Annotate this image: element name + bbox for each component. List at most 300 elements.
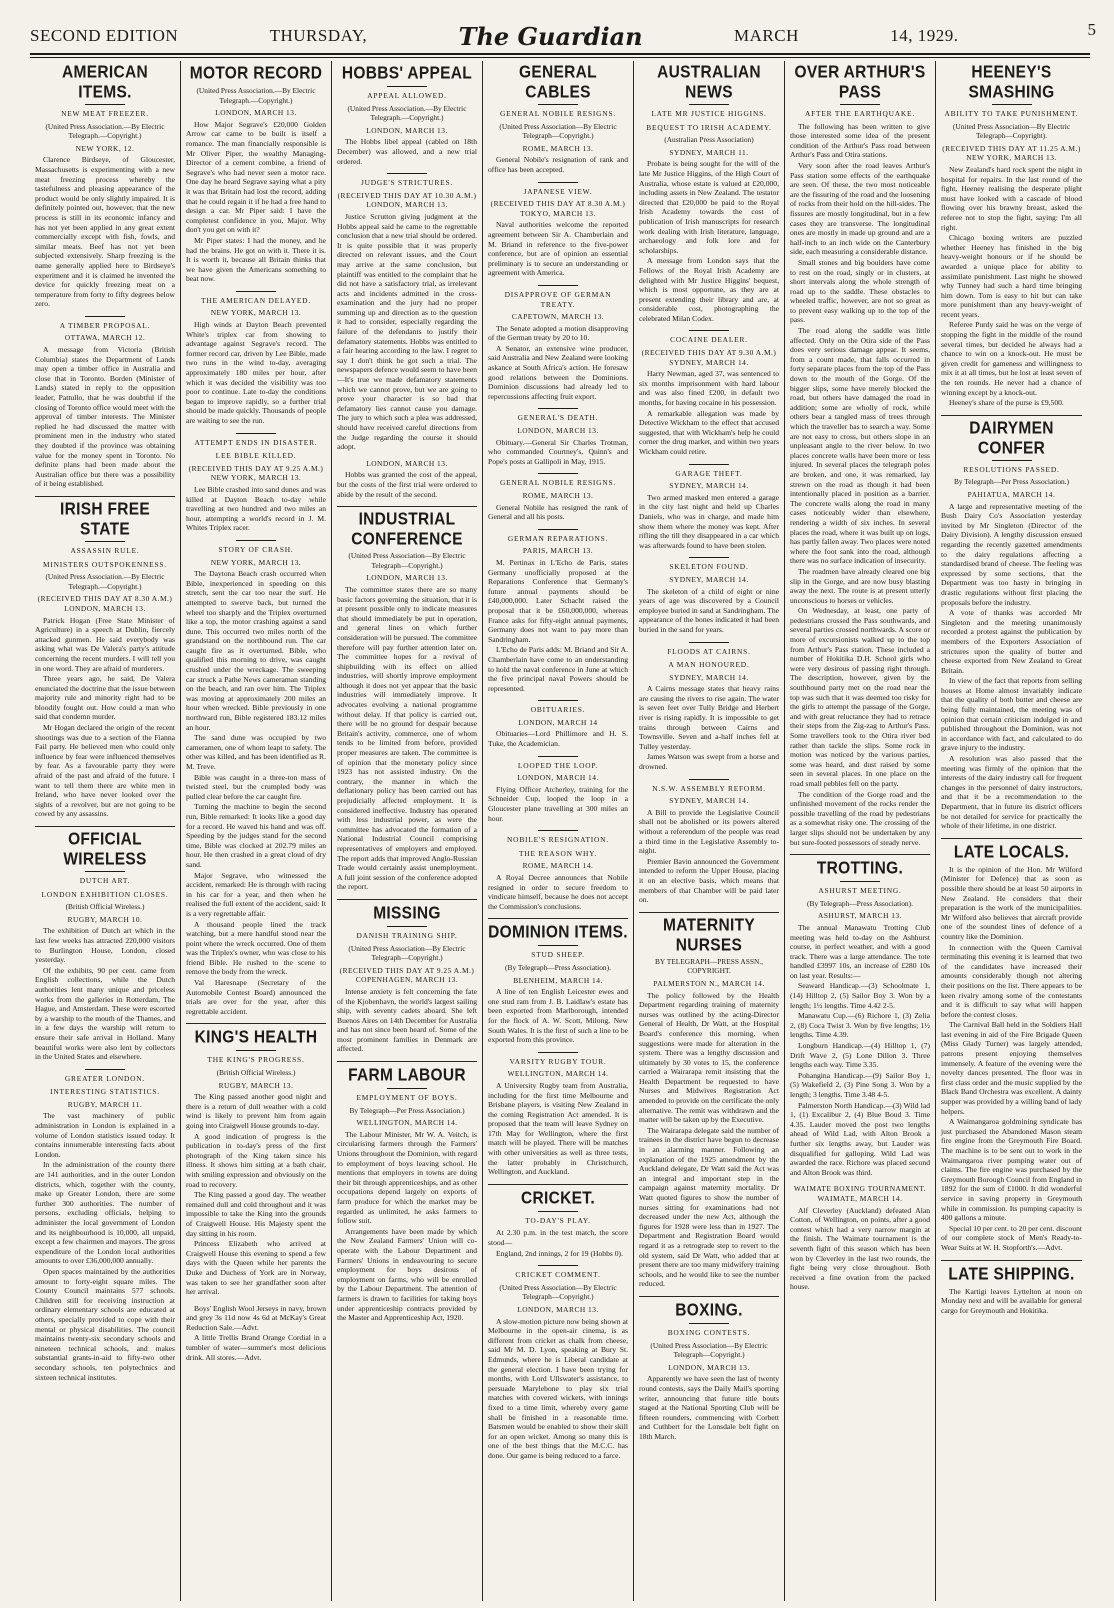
article-paragraph: England, 2nd innings, 2 for 19 (Hobbs 0). (496, 1248, 623, 1258)
article-headline: TROTTING. (816, 859, 904, 879)
article-credit: (British Official Wireless.) (216, 1068, 296, 1078)
article (337, 1061, 477, 1323)
article-divider (488, 1184, 628, 1185)
subhead-rule (538, 1211, 578, 1212)
article-paragraph: Alf Cleverley (Auckland) defeated Alan Cotton, of Wellington, on points, after a good contest which had a very narrow margin at the finish. The Waimate tournament is the seventh fight of this season which has been won by Cleverley in the last two rounds, the fight being very close throughout. Both received a fine ovation from the packed house. (790, 1205, 930, 1292)
article-subhead-secondary: THE REASON WHY. (518, 848, 598, 858)
article-headline: CRICKET. (521, 1188, 595, 1208)
article-paragraph: The Kartigi leaves Lyttelton at noon on Monday next and will be available for general cargo for Greymouth and Hokitika. (941, 1286, 1082, 1315)
article (186, 291, 326, 426)
article (337, 173, 477, 452)
subhead-rule (387, 1088, 427, 1089)
article-paragraph: The Daytona Beach crash occurred when Bible, inexperienced in speeding on this stretch, sent the car too near the surf. He attempted to swerve back, but turned the wheel too sharply and the Triplex overturned like a top, the motor crashing against a sand dune. This occurred two miles north of the grandstand on the northbound run. The car caught fire as it overturned. Bible, who qualified this morning to drive, was caught crushed under the wreckage. The sweeping car struck a Pathe News cameraman standing on the beach, and ran over him. The Triplex was moving at approximately 200 miles an hour when wrecked. Bible previously in one northward run, Bible registered 183.12 miles an hour. (186, 569, 326, 732)
article (488, 918, 628, 1044)
date-label: 14, 1929. (890, 26, 959, 45)
article-paragraph: The annual Manawatu Trotting Club meeting was held to-day on the Ashhurst course, in perfect weather, and with a good track. There was a large attendance. The tote handled £3997 10s, an increase of £280 10s on last year. Results:— (790, 922, 930, 980)
article-paragraph: A thousand people lined the track watching, but a mere handful stood near the point where the wreck occurred. One of them was the Triplex's owner, who was close to his friend Bible. He rushed to the scene to remove the body from the wreck. (186, 919, 326, 977)
article-subhead: GARAGE THEFT. (675, 468, 743, 478)
article-dateline: LONDON, MARCH 13. (366, 573, 448, 583)
article-paragraph: L'Echo de Paris adds: M. Briand and Sir A. Chamberlain have come to an understanding to hold the naval conference in June at which the five principal naval Powers should be represented. (488, 645, 628, 693)
article-paragraph: The roadmen have already cleared one big slip in the Gorge, and are now busy blasting away the next. The route is at present utterly unconscious to horses or vehicles. (790, 566, 930, 605)
article-dateline: ASHURST, MARCH 13. (817, 911, 902, 921)
article-paragraph: Naval authorities welcome the reported agreement between Sir A. Chamberlain and M. Briand in reference to the five-power conference, but are of opinion an essential preliminary is to secure an understanding or agreement with America. (488, 220, 628, 278)
article-divider (639, 912, 779, 913)
article-paragraph: Longburn Handicap.—(4) Hilltop 1, (7) Drift Wave 2, (5) Lone Dillon 3. Three lengths each way. Time 3.35. (790, 1041, 930, 1070)
article-dateline: LONDON, MARCH 13. (668, 1362, 750, 1372)
subhead-rule (689, 464, 729, 465)
article-dateline: (RECEIVED THIS DAY AT 11.25 A.M.) NEW YORK, MARCH 13. (942, 143, 1081, 163)
article (488, 408, 628, 466)
article (488, 1052, 628, 1177)
subhead-rule (538, 945, 578, 946)
article (639, 330, 779, 456)
article-paragraph: General Nobile's resignation of rank and office has been accepted. (488, 155, 628, 174)
article-credit: (Australian Press Association) (664, 135, 754, 145)
subhead-rule (689, 1323, 729, 1324)
article (35, 826, 175, 1062)
article-paragraph: Intense anxiety is felt concerning the fate of the Kjobenhavn, the world's largest sailing ship, with seventy cadets aboard. She left Buenos Aires on 14th December for Australia and has not since been heard of. Some of the most prominent families in Denmark are affected. (337, 986, 477, 1054)
article-paragraph: A slow-motion picture now being shown at Melbourne in the open-air cinema, is as different from cricket as chalk from cheese, said Mr M. D. Lyon, speaking at Bury St. Edmunds, where he is Liberal candidate at the general election. I have been trying for months, with Lord Ullswater's assistance, to persuade Marylebone to play six trial matches with covered wickets, with innings fixed to a time limit, whereby every game shall be finished in a reasonable time. Batsmen would be enabled to show their skill for an open wicket. Among so many this is one of the best things that the M.C.C. has done. Our game is being reduced to a farce. (488, 1316, 628, 1460)
subhead-rule (538, 1052, 578, 1053)
article-subhead: ABILITY TO TAKE PUNISHMENT. (944, 109, 1079, 118)
article-paragraph: James Watson was swept from a horse and drowned. (639, 752, 779, 772)
article-headline: AUSTRALIAN NEWS (657, 62, 761, 103)
article-divider (35, 826, 175, 827)
article-subhead: THE KING'S PROGRESS. (207, 1055, 305, 1065)
article-dateline: (RECEIVED THIS DAY AT 9.30 A.M.) SYDNEY, MARCH 14. (641, 348, 777, 367)
article-dateline: WELLINGTON, MARCH 14. (356, 1118, 458, 1128)
article-paragraph: Clarence Birdseye, of Gloucester, Massachusetts is experimenting with a new meat freezing process whereby the tastefulness and pleasing appearance of the product would be only slightly impaired. It is definitely pointed out, however, that the new process is still in its economic infancy and has not yet been applied in any great extent commercially except with fish, fowls, and similar meats. Beef has not yet been subjected extensively. Sharp freezing is the name generally applied here to Birdseye's experiment and it is claimed he invented the device for quickly freezing meat on a temperature from forty to fifty degrees below zero. (35, 155, 175, 309)
article-paragraph: Obituaries—Lord Phillimore and H. S. Tuke, the Academician. (488, 729, 628, 749)
article-subhead-secondary: INTERESTING STATISTICS. (50, 1087, 160, 1097)
article-subhead: ATTEMPT ENDS IN DISASTER. (194, 437, 318, 447)
article-paragraph: Pohangina Handicap.—(9) Sailor Boy 1, (5) Wakefield 2, (3) Pine Song 3. Won by a length; 3 lengths. Time 3.48 4-5. (790, 1070, 930, 1099)
article-subhead: GENERAL'S DEATH. (517, 413, 599, 423)
article-subhead: DUTCH ART. (79, 876, 131, 885)
article-subhead: STORY OF CRASH. (218, 544, 294, 554)
article-divider (35, 496, 175, 497)
article-paragraph: The road along the saddle was little affected. Only on the Otira side of the Pass does very serious damage appear. It seems, from a count made, that falls occurred in forty separate places from the top of the Pass down to the mouth of the Gorge. Of the bigger slips, some have merely blocked the road, but others have damaged the road in addition; some are wholly of rock, while others bear a tangled mass of trees through which the traveller has to search a way. Some are not easy to cross, but others slope in an unpleasant angle to the river below. In two places concrete walls have been more or less injured. In several places the telegraph poles are broken, and one, it was remarked, lay strewn on the road as though it had been intentionally placed in position as a barrier. The concrete walls along the road in many cases noticeably wider than elsewhere, rendering a width of six inches. In several places the road, where it was built up on logs, has partly fallen away. Two places were noted where the foot sank into the road, although there was no surface indication of insecurity. (790, 326, 930, 566)
article-paragraph: The sand dune was occupied by two cameramen, one of whom leapt to safety. The other was killed, and has been identified as R. M. Treve. (186, 733, 326, 771)
article-paragraph: A remarkable allegation was made by Detective Wickham to the effect that accused suggested, that with Wickham's help he could corner the drug market, and within two years Wickham could retire. (639, 408, 779, 456)
article-paragraph: Premier Bavin announced the Government intended to reform the Upper House, placing it on an elective basis, which means that members of that Chamber will be paid later on. (639, 856, 779, 905)
article (488, 285, 628, 402)
article-paragraph: A Senator, an extensive wine producer, said Australia and New Zealand were looking askance at South Africa's action. He foresaw good relations between the Dominions. Dominion discussions had already led to repercussions affecting fruit export. (488, 343, 628, 401)
article-subhead: EMPLOYMENT OF BOYS. (356, 1093, 458, 1103)
subhead-rule (538, 529, 578, 530)
article-dateline: BLENHEIM, MARCH 14. (513, 975, 603, 985)
article-dateline: PARIS, MARCH 13. (522, 546, 594, 556)
article-paragraph: A message from London says that the Fellows of the Royal Irish Academy are delighted with Mr Justice Higgins' bequest, which is most opportune, as they are at present extending their library and are, at considerable cost, photographing the celebrated Milan Codex. (639, 256, 779, 323)
article-dateline: OTTAWA, MARCH 12. (64, 333, 146, 343)
column-4 (483, 61, 634, 1601)
article-dateline: SYDNEY, MARCH 14. (669, 481, 749, 491)
article (639, 557, 779, 634)
article-headline: OFFICIAL WIRELESS (63, 829, 147, 870)
article-paragraph: Boys' English Wool Jerseys in navy, brown and grey 3s 11d now 4s 6d at McKay's Great Reduction Sale.—Advt. (186, 1303, 326, 1332)
article-paragraph: A large and representative meeting of the Bush Dairy Co's Association yesterday invited by Mr Singleton (Director of the Dairy Division). A lengthy discussion ensued regarding the recently gazetted amendments to the dairy regulations affecting a standardised brand of cheese. The feeling was expressed by some sections, that the Department was too hasty in bringing in drastic regulations without first placing the proposals before the industry. (941, 501, 1082, 607)
article-dateline: (RECEIVED THIS DAY AT 9.25 A.M.) COPENHAGEN, MARCH 13. (339, 965, 475, 985)
article-paragraph: A Cairns message states that heavy rains are causing the rivers to rise again. The water is seven feet over Tully Bridge and Herbert river is rising rapidly. It is impossible to get trains through between Cairns and Townsville. Seven and a-half inches fell at Tulley yesterday. (639, 684, 779, 751)
article (35, 316, 175, 489)
subhead-rule (387, 173, 427, 174)
article-paragraph: Manawatu Cup.—(6) Richore 1, (3) Zelia 2, (8) Coca Twist 3. Won by five lengths; 1½ lengths. Time 4.39. (790, 1011, 930, 1040)
article-paragraph: General Nobile has resigned the rank of General and all his posts. (488, 502, 628, 522)
article-paragraph: The Carnival Ball held in the Soldiers Hall last evening in aid of the Fire Brigade Queen (Miss Glady Turner) was largely attended, patrons present enjoying themselves immensely. A feature of the evening were the novelty dances presented. The floor was in first class order and the music supplied by the Black Band Orchestra was excellent. A dainty supper was provided by a willing band of lady helpers. (941, 1020, 1082, 1116)
subhead-rule (538, 285, 578, 286)
article-paragraph: The vast machinery of public administration in London is explained in a volume of London statistics issued today. It contains innumerable interesting facts about London. (35, 1111, 175, 1159)
article-headline: LATE LOCALS. (953, 842, 1070, 862)
article (488, 473, 628, 521)
article-paragraph: The skeleton of a child of eight or nine years of age was discovered by a Council employee buried in sand at Sandringham. The appearance of the bones indicated it had been buried in the sand for years. (639, 586, 779, 634)
article-headline: DAIRYMEN CONFER (969, 418, 1054, 458)
article-dateline: LONDON, MARCH 13. (366, 125, 448, 135)
article-headline: DOMINION ITEMS. (488, 923, 628, 943)
article-dateline: LONDON, MARCH 13. (366, 458, 448, 468)
article (941, 1260, 1082, 1316)
article-dateline: ROME, MARCH 14. (522, 861, 594, 871)
article-subhead: VARSITY RUGBY TOUR. (509, 1056, 607, 1066)
article-paragraph: Bible was caught in a three-ton mass of twisted steel, but the crumpled body was pulled clear before the car caught fire. (186, 772, 326, 801)
article-dateline: SYDNEY, MARCH 14. (669, 672, 749, 682)
article-subhead: JAPANESE VIEW. (523, 186, 593, 196)
article (941, 62, 1082, 408)
subhead-rule (689, 104, 729, 105)
article (35, 1069, 175, 1382)
article-credit: (United Press Association—By Electric Telegraph—Copyright.) (499, 121, 617, 141)
subhead-rule (992, 460, 1032, 461)
article-paragraph: A Royal Decree announces that Nobile resigned in order to secure freedom to vindicate himself, because he does not accept the Commission's conclusions. (488, 873, 628, 911)
article-subhead: LATE MR JUSTICE HIGGINS. (651, 109, 767, 118)
article-headline: MATERNITY NURSES (663, 915, 755, 955)
article (790, 854, 930, 1177)
page-number: 5 (1087, 20, 1096, 39)
article-paragraph: Major Segrave, who witnessed the accident, remarked: He is through with racing in his car for a year, and then when he realised the full extent of the accident, said: It is a very regrettable affair. (186, 870, 326, 918)
article-subhead: ASHURST MEETING. (818, 886, 902, 896)
newspaper-title: The Guardian (458, 21, 643, 51)
article (941, 415, 1082, 831)
article (186, 65, 326, 284)
article-divider (337, 899, 477, 900)
article-subhead-secondary: A MAN HONOURED. (668, 660, 750, 670)
article-credit: (United Press Association—By Electric Telegraph—Copyright.) (499, 1282, 617, 1302)
article (337, 459, 477, 499)
article-paragraph: Princess Elizabeth who arrived at Craigwell House this evening to spend a few days with the Queen while her parents the Duke and Duchess of York are in Norway, was taken to see her grandfather soon after her arrival. (186, 1239, 326, 1297)
article (337, 899, 477, 1054)
edition-label: SECOND EDITION (30, 26, 179, 45)
article-subhead: LOOPED THE LOOP. (517, 760, 599, 770)
article (639, 464, 779, 551)
article-credit: (United Press Association—By Electric Telegraph—Copyright.) (348, 943, 466, 963)
article-subhead: N.S.W. ASSEMBLY REFORM. (652, 783, 766, 793)
subhead-rule (538, 830, 578, 831)
article-subhead: A TIMBER PROPOSAL. (59, 320, 151, 330)
subhead-rule (689, 642, 729, 643)
article-dateline: NEW YORK, MARCH 13. (210, 308, 302, 318)
article-paragraph: Chicago boxing writers are puzzled whether Heeney has finished in the big heavy-weight honours or if he should be awarded a unique place for ability to assimilate punishment. Last night he showed why Tunney had such a hard time bringing him down. Tom is easy to hit but can take more punishment than any heavy-weight of recent years. (941, 233, 1082, 319)
article (186, 433, 326, 533)
article-dateline: RUGBY, MARCH 13. (218, 1080, 294, 1090)
article-subhead: JUDGE'S STRICTURES. (360, 178, 454, 188)
article (488, 62, 628, 175)
article (186, 1304, 326, 1363)
article-subhead-secondary: LEE BIBLE KILLED. (215, 451, 297, 461)
article-subhead-secondary: BEQUEST TO IRISH ACADEMY. (646, 122, 772, 132)
article-paragraph: In view of the fact that reports from selling houses at Home almost invariably indicate that the quality of both butter and cheese are being fully maintained, the meeting was of opinion that certain criticism indulged in and published throughout the Dominion, was not in accordance with fact, and calculated to do grave injury to the industry. (941, 676, 1082, 753)
article-dateline: ROME, MARCH 13. (522, 143, 594, 153)
article-paragraph: Mr Hogan declared the origin of the recent shootings was due to a section of the Fianna Fail party. He believed men who could only influence by fear were influenced themselves by fear. As a favourable party they were afraid of the past and afraid of the future. I want to tell them there are white men in Ireland, who have never looked over the sights of a revolver, but are not going to be cowed by any assassins. (35, 723, 175, 819)
article-paragraph: Apparently we have seen the last of twenty round contests, says the Daily Mail's sporting writer, announcing that future title bouts staged at the National Sporting Club will be fifteen rounders, commencing with Corbett and Cuthbert for the Lonsdale belt fight on 18th March. (639, 1374, 779, 1441)
article-dateline: WAIMATE BOXING TOURNAMENT. WAIMATE, MARCH 14. (793, 1184, 927, 1203)
article-dateline: LONDON, MARCH 14 (518, 717, 598, 727)
article (941, 838, 1082, 1253)
article-subhead-secondary: MINISTERS OUTSPOKENNESS. (43, 559, 167, 569)
article (337, 506, 477, 892)
article-headline: IRISH FREE STATE (60, 499, 150, 540)
article (790, 62, 930, 847)
article (790, 1184, 930, 1292)
article-credit: (United Press Association—By Electric Telegraph—Copyright.) (650, 1340, 768, 1360)
subhead-rule (538, 104, 578, 105)
article-headline: MISSING (373, 903, 441, 923)
subhead-rule (538, 182, 578, 183)
article-subhead: CRICKET COMMENT. (515, 1270, 601, 1280)
article-headline: HEENEY'S SMASHING (968, 62, 1055, 103)
article-paragraph: Of the exhibits, 90 per cent. came from English collections, while the Dutch authorities lent many unique and priceless works from the galleries in Rotterdam, The Hague, and Amsterdam. These were escorted by a warship to the mouth of the Thames, and in a few days the warship will return to ensure their safe arrival in Holland. Many beautiful works were also lent by collectors in the United States and elsewhere. (35, 965, 175, 1062)
article-paragraph: The policy followed by the Health Department regarding training of maternity nurses was outlined by the acting-Director General of Health, Dr Watt, at the Hospital Board's conference this morning, when suggestions were made for alteration in the system. There was a lengthy discussion and ultimately by 30 votes to 15, the conference carried a Wairarapa remit insisting that the Health Department be requested to have Nurses and Midwives Registration Act amended to provide on the certificate the only alternative. The remit was withdrawn and the matter will be taken up by the Executive. (639, 990, 779, 1125)
article (488, 1265, 628, 1460)
article (35, 62, 175, 309)
article-dateline: NEW YORK, MARCH 13. (210, 557, 302, 567)
article-paragraph: Open spaces maintained by the authorities amount to forty-eight square miles. The County Council maintains 577 schools. Children still for receiving instruction at ordinary elementary schools are educated at others, specially provided to cope with their mental or physical disabilities. The council maintains twenty-six secondary schools and nineteen technical schools, and makes substantial grants-in-aid to fifty-two other secondary schools, ten polytechnics and sixteen technical institutes. (35, 1266, 175, 1382)
day-label: THURSDAY, (269, 26, 368, 45)
article-dateline: NEW YORK, 12. (75, 143, 135, 153)
article-subhead: FLOODS AT CAIRNS. (667, 646, 751, 656)
article-paragraph: The following has been written to give those interested some idea of the present condition of the Arthur's Pass road between Arthur's Pass and Otira stations. (790, 121, 930, 160)
article-paragraph: The condition of the Gorge road and the unfinished movement of the rocks render the possible travelling of the road by pedestrians as a somewhat risky one. The crossing of the larger slips should not be undertaken by any but sure-footed possessors of steady nerve. (790, 789, 930, 847)
article-divider (941, 838, 1082, 839)
article (639, 642, 779, 772)
article-dateline: CAPETOWN, MARCH 13. (511, 312, 605, 322)
article (337, 65, 477, 166)
article-paragraph: The King passed a good day. The weather remained dull and cold throughout and it was impossible to take the King into the grounds of Craigwell House. His Majesty spent the day sitting in his room. (186, 1190, 326, 1238)
article-subhead: DANISH TRAINING SHIP. (356, 930, 458, 940)
article-subhead: NEW MEAT FREEZER. (61, 109, 149, 118)
article-paragraph: Harry Newman, aged 37, was sentenced to six months imprisonment with hard labour and was also fined £200, in default two months, for having cocaine in his possession. (639, 369, 779, 408)
article-dateline: LONDON, MARCH 14. (517, 773, 599, 783)
article-credit: By Telegraph—Per Press Association.) (953, 477, 1070, 487)
subhead-rule (387, 926, 427, 927)
article-credit: (By Telegraph—Press Association). (505, 962, 611, 972)
article-paragraph: A Bill to provide the Legislative Council shall not be abolished or its powers altered without a referendum of the people was read a third time in the Legislative Assembly to-night. (639, 807, 779, 856)
article-paragraph: Seaward Handicap.—(3) Schoolmate 1, (14) Hilltop 2, (5) Sailor Boy 3. Won by a length; 1½ lengths. Time 4.42 2-5. (790, 981, 930, 1010)
article-headline: LATE SHIPPING. (948, 1264, 1075, 1284)
article-dateline: (RECEIVED THIS DAY AT 10.30 A.M.) LONDON, MARCH 13. (337, 190, 477, 210)
article-paragraph: The Senate adopted a motion disapproving of the German treaty by 20 to 10. (488, 323, 628, 343)
article-credit: (British Official Wireless.) (65, 902, 145, 912)
article-subhead: DISAPPROVE OF GERMAN TREATY. (504, 289, 612, 309)
subhead-rule (236, 540, 276, 541)
article-subhead: SKELETON FOUND. (669, 562, 749, 572)
article-subhead: OBITUARIES. (530, 705, 586, 715)
article-paragraph: A vote of thanks was accorded Mr Singleton and the meeting unanimously recorded a protest against the publication by members of the Exporters Association of strictures upon the quality of butter and cheese exported from New Zealand to Great Britain. (941, 608, 1082, 675)
subhead-rule (85, 871, 125, 872)
article-dateline: ROME, MARCH 13. (522, 491, 594, 500)
article-paragraph: Hobbs was granted the cost of the appeal, but the costs of the first trial were ordered to abide by the result of the second. (337, 470, 477, 499)
article-divider (488, 918, 628, 919)
article-paragraph: The committee states there are so many basic factors governing the situation, that it is at present possible only to indicate measures that should immediately be put in operation, and general lines on which further consideration will be pursued. The committee therefore will pay further attention later on. The committee hopes for a revival of shipbuilding with its effect on allied industries, will shortly improve employment although it does not yet appear that the basic industries will immediately improve. It advocates evolving a national programme without delay. If that policy is carried out, there will be no ground for despair because Britain's activity, commerce, one of whom tends to be limited from before, provided proper measures are taken. The committee is of opinion that the monetary policy since 1923 has not assisted industry. On the contrary, the manner in which the deflationary policy has been carried out has prejudicially affected employment. It is considered ineffective. Industry has operated with less industrial power, as were the committee has advocated the formation of a National Industrial Council comprising representatives of employers and employed. The report adds that improved Anglo-Russian Trade would certainly assist unemployment. A full joint session of the conference adopted the report. (337, 584, 477, 892)
article (186, 1023, 326, 1296)
article-paragraph: New Zealand's hard rock spent the night in hospital for repairs. In the last round of the fight, Heeney realising the desperate plight must have looked with a cascade of blood flowing over his brawny breast, asked the referee not to stop the fight, saying: I'm all right. (941, 164, 1082, 232)
column-7 (936, 61, 1087, 1601)
subhead-rule (689, 330, 729, 331)
article-paragraph: A message from Victoria (British Columbia) states the Department of Lands may open a timber office in Australia and close that in Toronto. Borden (Minister of Lands) stated in reply to the opposition leader, Pattullo, that he was doubtful if the closing of Toronto office would meet with the approval of timber interests. The Minister replied he had discussed the matter with prominent men in the industry who stated they doubted if the province was obtaining value for the money spent in Toronto. No definite plans had been made about the Australian office but there was a possibility of it being established. (35, 345, 175, 489)
subhead-rule (538, 408, 578, 409)
article-paragraph: Two armed masked men entered a garage in the city last night and held up Charles Daniels, who was in charge, and made him show them where the money was kept. After rifling the till they disappeared in a car which was afterwards found to have been stolen. (639, 492, 779, 550)
article-headline: GENERAL CABLES (519, 62, 597, 103)
article-divider (337, 1061, 477, 1062)
article-paragraph: The Hobbs libel appeal (cabled on 18th December) was allowed, and a new trial ordered. (337, 137, 477, 166)
article-paragraph: Justice Scrutton giving judgment at the Hobbs appeal said he came to the regrettable conclusion that a new trial should be ordered. It is quite possible that it was properly directed on relevant issues, and the Court may arrive at the same conclusion, but plaintiff was entitled to the complaint that he did not have a satisfactory trial, as irrelevant acts and incidents admitted in the cross-examination and the jury had no proper summing up and direction as to the question it had to consider, especially regarding the failure of the defendants to justify their defamatory statements. Hobbs was entitled to a fair hearing according to the law. I regret to say I don't think he got such a trial. The newspapers defence would seem to have been—It's true we made defamatory statements which we cannot prove, but we are going to prove your character is so bad that defamatory lies cannot cause you damage. The jury to which such a plea was addressed, should have received careful directions from the Judge regarding the course it should adopt. (337, 211, 477, 452)
article-paragraph: In the administration of the county there are 141 authorities, and in the outer London districts, which, together with the county, make up Greater London, there are some further 300 authorities. The number of persons, excluding officials, helping to administer the local government of London and its neighbourhood is 10,000, all unpaid, except a few chairmen and mayors. The gross expenditure of the London local authorities amounts to over £36,000,000 annually. (35, 1160, 175, 1266)
article-credit: (United Press Association.—By Electric Telegraph.—Copyright.) (347, 103, 467, 123)
article-dateline: RUGBY, MARCH 11. (67, 1099, 143, 1109)
article-dateline: PAHIATUA, MARCH 14. (967, 490, 1056, 499)
article-paragraph: Mr Piper states: I had the money, and he had the brains. He got on with it. There it is. It is worth it, because all Britain thinks that we have given the Americans something to beat now. (186, 235, 326, 284)
article-divider (186, 1023, 326, 1024)
article-paragraph: Lee Bible crashed into sand dunes and was killed at Dayton Beach to-day while travelling at two hundred and two miles an hour, attempting a world's record in J. M. Whites Triplex racer. (186, 484, 326, 533)
article-credit: By Telegraph—Per Press Association.) (349, 1105, 465, 1115)
article-subhead: GENERAL NOBILE RESIGNS. (499, 478, 617, 488)
article-headline: AMERICAN ITEMS. (62, 62, 148, 103)
article-paragraph: A little Trellis Brand Orange Cordial in a tumbler of water—summer's most delicious drink. All stores.—Advt. (186, 1333, 326, 1362)
subhead-rule (236, 1050, 276, 1051)
article (488, 182, 628, 278)
article-headline: OVER ARTHUR'S PASS (794, 62, 926, 103)
article-credit: (United Press Association.—By Electric Telegraph.—Copyright.) (45, 121, 165, 141)
article-dateline: LONDON, MARCH 13. (517, 426, 599, 436)
subhead-rule (538, 700, 578, 701)
subhead-rule (840, 104, 880, 105)
article-paragraph: Palmerston North Handicap.—(3) Wild lad 1, (1) Excalibur 2, (4) Blue Boud 3. Time 4.35. Lauder moved the post two lengths ahead of Wild Lad, with Alton Brook a further six lengths away, but Lauder was disqualified for galloping. Wild Lad was awarded the race. Richore was placed second and Alton Brook was third. (790, 1100, 930, 1177)
subhead-rule (85, 541, 125, 542)
article (488, 700, 628, 748)
article-paragraph: The Labour Minister, Mr W. A. Veitch, is circularising farmers through the Farmers' Unions throughout the Dominion, with regard to employment of boys leaving school. He mentions that employers in towns are doing their bit through apprenticeships, and as other occupations depend largely on exports of farm produce for which the market may be regarded as unlimited, he asks farmers to follow suit. (337, 1129, 477, 1226)
article-paragraph: Probate is being sought for the will of the late Mr Justice Higgins, of the High Court of Australia, whose estate is valued at £20,000, including assets in New Zealand. The testator directed that £20,000 be paid to the Royal Irish Academy towards the cost of publication of Irish manuscripts for research work dealing with Irish literature, language, archaeology and folk lore and for scholarships. (639, 159, 779, 255)
article-headline: MOTOR RECORD (189, 63, 323, 83)
article-paragraph: Referee Purdy said he was on the verge of stopping the fight in the middle of the round several times, but decided he always had a chance to win on a knock-out. He must be given credit for gameness and willingness to mix it at all times, but he lost at least seven of the ten rounds. He never had a chance of winning except by a knock-out. (941, 320, 1082, 397)
article (639, 62, 779, 323)
article-subhead: AFTER THE EARTHQUAKE. (804, 109, 916, 118)
article-paragraph: Patrick Hogan (Free State Minister of Agriculture) in a speech at Dublin, fiercely attacked gunmen. He said everybody was asking what was De Valera's party's attitude concerning the recent murders. I will tell you in one word. They are afraid of murderers. (35, 615, 175, 673)
subhead-rule (85, 104, 125, 105)
article-divider (941, 415, 1082, 416)
article-credit: BY TELEGRAPH—PRESS ASSN., COPYRIGHT. (654, 956, 763, 976)
article-paragraph: It is the opinion of the Hon. Mr Wilford (Minister for Defence) that as soon as possible there should be at least 50 airports in New Zealand. He considers that their preparation is the work of the municipalities. Mr Wilford also believes that aircraft provide one of the soundest lines of defence of a country like the Dominion. (941, 864, 1082, 941)
article-paragraph: A resolution was also passed that the meeting was firmly of the opinion that the interests of the dairy industry call for frequent changes in the personnel of dairy instructors, and that it be a recommendation to the Department, that in future its district officers be not detailed for service for practically the whole of their lifetime, in one district. (941, 754, 1082, 831)
subhead-rule (236, 291, 276, 292)
article-paragraph: Small stones and big boulders have come to rest on the road, singly or in clusters, at short intervals along the whole strength of road up to the saddle. These obstacles to wheeled traffic, however, are not so great as to prevent easy walking up to the top of the pass. (790, 257, 930, 325)
article-subhead: GREATER LONDON. (64, 1073, 146, 1083)
article-subhead: ASSASSIN RULE. (70, 545, 140, 555)
article-paragraph: Heeney's share of the purse is £9,500. (949, 398, 1064, 408)
article (639, 912, 779, 1289)
subhead-rule (992, 104, 1032, 105)
article-paragraph: A University Rugby team from Australia, including for the first time Melbourne and Brisbane players, is visiting New Zealand in the coming Registration Act amended. It is proposed that the team will leave Sydney on 17th May for Wellington, where the first match will be played. There will be matches with other universities as well as three tests, the latter probably in Christchurch, Wellington, and Auckland. (488, 1080, 628, 1177)
article-paragraph: M. Pertinax in L'Echo de Paris, states Germany unofficially proposed at the Reparations Conference that Germany's future annual payments should be £40,000,000. Later Schacht raised the proposal that it be £60,000,000, whereas France asks for fifty-eight annual payments, Germany does not want to pay more than Sandringham. (488, 557, 628, 644)
subhead-rule (85, 1069, 125, 1070)
article-credit: (United Press Association.—By Electric Telegraph.—Copyright.) (196, 86, 316, 105)
article-subhead: NOBILE'S RESIGNATION. (507, 835, 609, 845)
article-credit: (By Telegraph—Press Association). (807, 898, 913, 908)
article-dateline: RUGBY, MARCH 10. (67, 914, 143, 924)
article-subhead: GERMAN REPARATIONS. (507, 533, 609, 543)
article-divider (941, 1260, 1082, 1261)
article-dateline: PALMERSTON N., MARCH 14. (653, 978, 765, 988)
article-paragraph: Arrangements have been made by which the New Zealand Farmers' Union will co-operate with the Labour Department and Farmers' Unions in endeavouring to secure employment for boys desirous of employment on farms, who will be enrolled by the Labour Department. The attention of farmers is drawn to facilities for taking boys under apprenticeship contracts provided by the Master and Apprenticeship Act, 1920. (337, 1226, 477, 1323)
article-paragraph: Special 10 per cent. to 20 per cent. discount of our complete stock of Men's Ready-to-Wear Suits at W. H. Stopforth's.—Advt. (941, 1223, 1082, 1252)
article (488, 529, 628, 694)
article-credit: (United Press Association—By Electric Telegraph—Copyright.) (348, 551, 466, 570)
article-subhead: THE AMERICAN DELAYED. (201, 295, 311, 305)
subhead-rule (85, 316, 125, 317)
article (639, 779, 779, 905)
article-credit: (United Press Association—By Electric Telegraph—Copyright). (952, 121, 1071, 141)
article-subhead: COCAINE DEALER. (670, 335, 748, 345)
article-paragraph: A good indication of progress is the publication in to-day's press of the first photograph of the King taken since his illness. It shows him sitting at a bath chair, with smiling expression and obviously on the road to recovery. (186, 1131, 326, 1189)
article-dateline: LONDON, MARCH 13. (517, 1305, 599, 1314)
column-3 (332, 61, 483, 1601)
month-label: MARCH (734, 26, 799, 45)
article-headline: INDUSTRIAL CONFERENCE (351, 509, 463, 550)
article-paragraph: Very soon after the road leaves Arthur's Pass station some effects of the earthquake are seen. Of these, the two most noticeable are the fissuring of the road and the loosening of rocks from their hold on the hill-sides. The fissures are mostly longitudinal, but in a few cases they are transverse. The longitudinal ones are mostly in made up ground and are a half-inch to an inch wide on the Canterbury side, each measuring a considerable distance. (790, 160, 930, 257)
article-paragraph: Obituary.—General Sir Charles Trotman, who commanded Courtney's, Quinn's and Pope's posts at Gallipoli in May, 1915. (488, 437, 628, 466)
article (488, 756, 628, 824)
article-credit: (United Press Association.—By Electric Telegraph.—Copyright.) (45, 572, 165, 591)
subhead-rule (387, 86, 427, 87)
article-paragraph: Three years ago, he said, De Valera enunciated the doctrine that the issue between majority rule and minority right had to be bloodily fought out. How could a man who said that condemn murder. (35, 674, 175, 722)
masthead-rule (30, 53, 1090, 55)
article (639, 1296, 779, 1442)
article-paragraph: At 2.30 p.m. in the test match, the score stood— (488, 1228, 628, 1248)
article-divider (639, 1296, 779, 1297)
article-dateline: (RECEIVED THIS DAY AT 8.30 A.M.) TOKYO, MARCH 13. (490, 199, 626, 218)
article-subhead: BOXING CONTESTS. (667, 1327, 751, 1337)
article-paragraph: The exhibition of Dutch art which in the last few weeks has attracted 220,000 visitors to Burlington House, London, closed yesterday. (35, 926, 175, 965)
article-subhead: APPEAL ALLOWED. (367, 91, 447, 100)
article-dateline: (RECEIVED THIS DAY AT 8.30 A.M.) LONDON, MARCH 13. (37, 594, 173, 613)
article-paragraph: The Wairarapa delegate said the number of trainees in the district have begun to decrease in an alarming manner. Following an explanation of the 1925 amendment by the Auckland delegate, Dr Watt said the Act was an integral and important step in the campaign against maternity mortality. Dr Watt quoted figures to show the number of nurses sitting for examinations had not decreased under the new Act, although the figures for 1928 were less than in 1927. The Department and Registration Board would regard it as a retrograde step to revert to the old system, said Dr Watt, who added that at present there are too many midwifery training schools, and he would like to see the number reduced. (639, 1125, 779, 1289)
article-dateline: (RECEIVED THIS DAY AT 9.25 A.M.) NEW YORK, MARCH 13. (188, 463, 324, 483)
article-paragraph: A line of ten English Leicester ewes and one stud ram from J. B. Laidlaw's estate has been exported from Marlborough, intended for the flock of A. W. Scott, Milong, New South Wales. It is the first of such a line to be exported from this province. (488, 987, 628, 1045)
article-headline: KING'S HEALTH (194, 1028, 318, 1048)
article-subhead-secondary: LONDON EXHIBITION CLOSES. (41, 889, 169, 899)
article (35, 496, 175, 819)
article-headline: BOXING. (675, 1300, 743, 1320)
column-5 (634, 61, 785, 1601)
article-paragraph: On Wednesday, at least, one party of pedestrians crossed the Pass southwards, and several parties crossed northwards. A score or more of excursionists walked up to the top from Arthur's Pass station. These included a number of Hokitika D.H. School girls who were very desirous of passing right through. The description, however, given by the southbound party met on the road near the top was such that it was deemed too risky for the girls to attempt the passage of the Gorge, and with great reluctance they had to retrace their steps from the Zig-zag to Arthur's Pass. Some travellers took to the Otira river bed rather than tackle the slips. Some rock in motion was noticed by the various parties, some was heard, and dust raised by some seen in several places. In one place on the road small pebbles fell on the party. (790, 606, 930, 788)
article (186, 540, 326, 1017)
article-paragraph: Flying Officer Atcherley, training for the Schneider Cup, looped the loop in a Gloucester plane travelling at 300 miles an hour. (488, 784, 628, 823)
article-paragraph: Val Haresnape (Secretary of the Automobile Contest Board) announced the trials are over for the year, after this regrettable accident. (186, 978, 326, 1016)
article-paragraph: How Major Segrave's £20,000 Golden Arrow car came to be built is itself a romance. The man financially responsible is Mr Oliver Piper, the wealthy Managing-Director of a cement combine, a friend of Segrave's who had never seen a motor race. One day he heard Segrave saying what a pity it was that Britain had lost the record, adding that he could regain it if he had a free hand to design a car. Mr Piper said: I have the completest confidence in you, Major. Why don't you get on with it? (186, 119, 326, 235)
subhead-rule (538, 756, 578, 757)
article-paragraph: The King passed another good night and there is a return of dull weather with a cold wind is likely to prevent him from again going into Craigwell House grounds to-day. (186, 1092, 326, 1130)
article-subhead: TO-DAY'S PLAY. (525, 1215, 591, 1225)
article-divider (337, 506, 477, 507)
article-headline: FARM LABOUR (348, 1065, 466, 1086)
article (488, 830, 628, 911)
